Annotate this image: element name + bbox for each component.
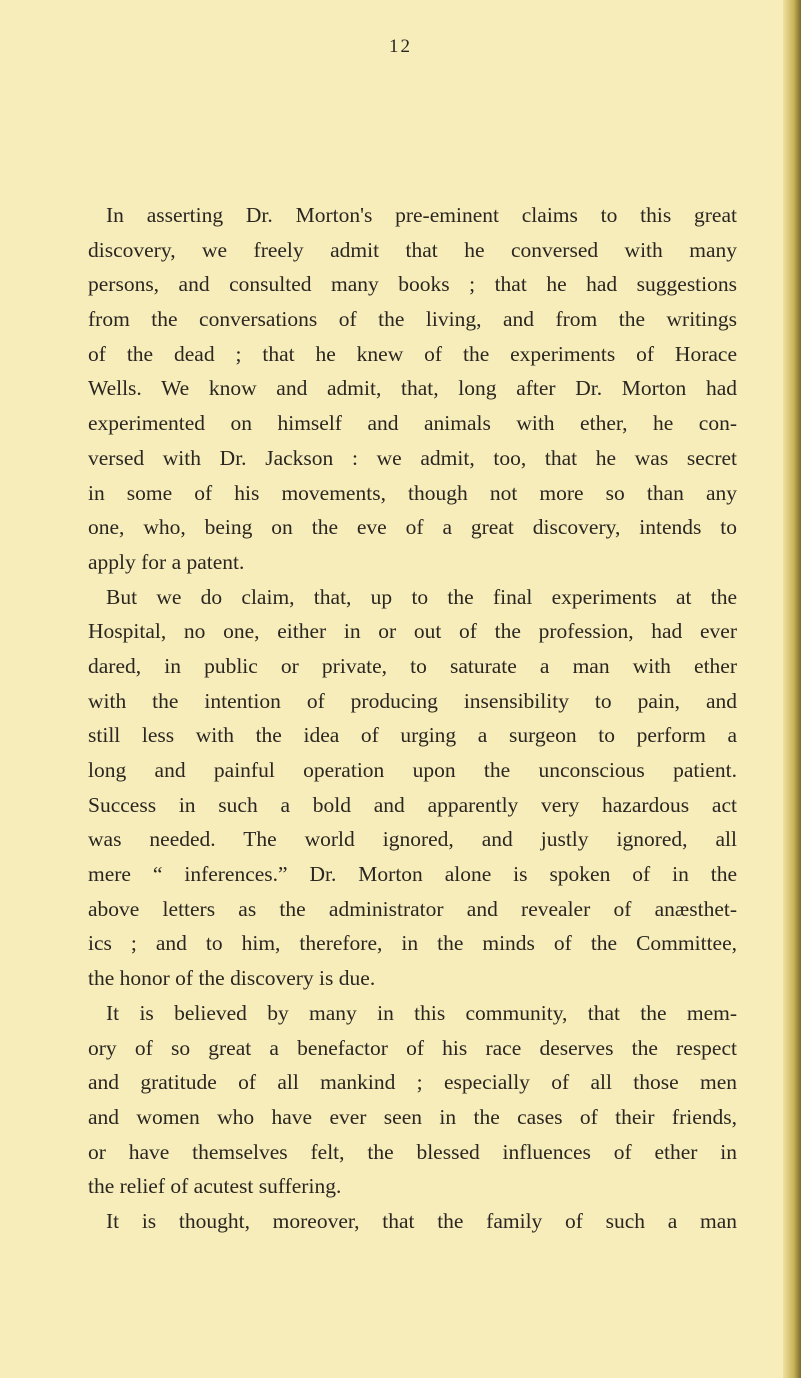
text-line: discovery, we freely admit that he conversed with many (88, 237, 737, 262)
text-line: still less with the idea of urging a surgeon to perform a (88, 723, 737, 748)
text-line: from the conversations of the living, and from the writings (88, 307, 737, 332)
text-line: ics ; and to him, therefore, in the minds of the Committee, (88, 931, 737, 956)
body-text (88, 198, 737, 1239)
page-number: 12 (389, 36, 412, 57)
text-line: mere “ inferences.” Dr. Morton alone is spoken of in the (88, 862, 737, 887)
text-line: It is believed by many in this community, that the mem- (106, 1000, 737, 1025)
page-edge-shadow (783, 0, 801, 1378)
text-line: above letters as the administrator and revealer of anæsthet- (88, 896, 737, 921)
text-line: with the intention of producing insensibility to pain, and (88, 688, 737, 713)
text-line: dared, in public or private, to saturate a man with ether (88, 653, 737, 678)
text-line: Success in such a bold and apparently very hazardous act (88, 792, 737, 817)
text-line: long and painful operation upon the unconscious patient. (88, 758, 737, 782)
text-line: one, who, being on the eve of a great discovery, intends to (88, 515, 737, 540)
text-line: persons, and consulted many books ; that he had suggestions (88, 272, 737, 297)
text-line: ory of so great a benefactor of his race deserves the respect (88, 1035, 737, 1060)
text-line: of the dead ; that he knew of the experiments of Horace (88, 341, 737, 366)
text-line: was needed. The world ignored, and justly ignored, all (88, 827, 737, 852)
text-line: versed with Dr. Jackson : we admit, too, that he was secret (88, 445, 737, 470)
text-line: apply for a patent. (88, 549, 245, 574)
text-line: But we do claim, that, up to the final experiments at the (106, 584, 737, 609)
text-line: and women who have ever seen in the cases of their friends, (88, 1104, 737, 1129)
text-line: In asserting Dr. Morton's pre-eminent claims to this great (106, 203, 737, 227)
text-line: experimented on himself and animals with ether, he con- (88, 411, 737, 436)
text-line: or have themselves felt, the blessed influences of ether in (88, 1139, 737, 1164)
text-line: Wells. We know and admit, that, long after Dr. Morton had (88, 376, 737, 401)
text-line: and gratitude of all mankind ; especially of all those men (88, 1070, 737, 1095)
text-line: the honor of the discovery is due. (88, 966, 376, 991)
text-line: Hospital, no one, either in or out of the profession, had ever (88, 619, 737, 644)
text-line: the relief of acutest suffering. (88, 1174, 342, 1199)
text-line: in some of his movements, though not more so than any (88, 480, 737, 505)
text-line: It is thought, moreover, that the family of such a man (106, 1208, 737, 1233)
